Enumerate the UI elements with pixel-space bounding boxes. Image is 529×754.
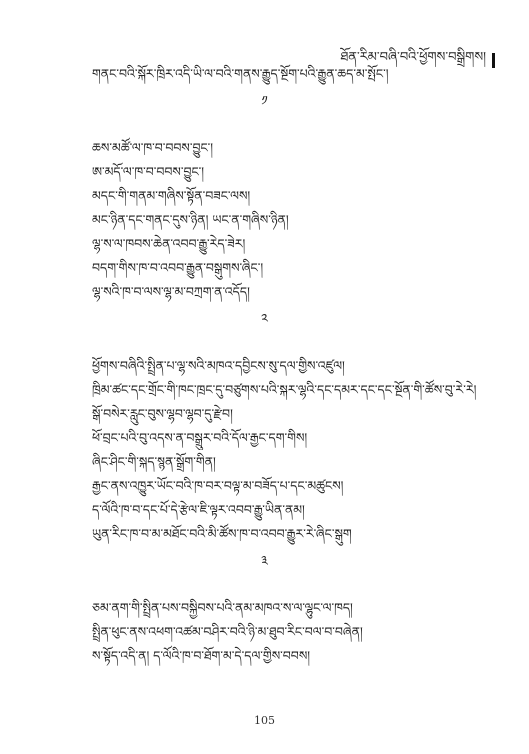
verse-line: མང་ཉིན་དང་གནང་དུས་ཉིན། ཡང་ན་གཞིས་ཉིན། xyxy=(92,212,289,227)
running-header-title: ཐོན་རིམ་བཞི་བའི་ཕྱོགས་བསྒྲིགས། xyxy=(340,50,486,65)
verse-line: ད་ལོའི་ཁ་བ་དང་པོ་དེ་རྩེལ་ཇི་ལྟར་འབབ་རྒྱུ་ཡིན་ནམ། xyxy=(92,502,305,517)
verse-line: ལྷ་སའི་ཁ་བ་ལས་ལྷ་མ་བཀྲག་ན་འདོད། xyxy=(92,284,250,299)
verse-line: ཕོ་བྲང་པའི་བུ་འདས་ན་བསྒྲུར་བའི་དོལ་རྒྱང་དག་གིས། xyxy=(92,430,308,445)
intro-line: གནང་བའི་སྐོར་ཁྲིར་འདི་ཡི་ལ་བའི་གནས་རྒྱུད་སྔོག་པའི་རྒྱུན་ཆད་མ་སྤོང་། xyxy=(92,66,389,81)
verse-line: ས་སྟོད་འདི་ན། ད་ལོའི་ཁ་བ་ཐོག་མ་དེ་དལ་གྱིས་བབས། xyxy=(92,648,311,663)
section-marker-3: ༣ xyxy=(261,554,268,569)
page-body xyxy=(92,62,502,668)
verse-line: ཆས་མཚོ་ལ་ཁ་བ་བབས་བྱུང་། xyxy=(92,140,214,155)
verse-line: སྤྲིན་ཕུང་ནས་འཕག་འཚམ་བཤིར་བའི་ཉི་མ་ཐུབ་རིང་བལ་བ་བཞེན། xyxy=(92,624,363,639)
verse-line: ཨ་མདོ་ལ་ཁ་བ་བབས་བྱུང་། xyxy=(92,164,205,179)
verse-line: མདང་གི་གནམ་གཞིས་སྟོན་བཟང་ལས། xyxy=(92,188,251,203)
section-marker-1: ༡ xyxy=(261,94,268,109)
verse-line: ཡུན་རིང་ཁ་བ་མ་མཐོང་བའི་མི་ཚོས་ཁ་བ་འབབ་རྒྱུར་རེ་ཞིང་སྒུག xyxy=(92,526,352,541)
verse-line: ཁྲིམ་ཚང་དང་གྲོང་གི་ཁང་ཁྲང་དུ་བཙུགས་པའི་སྐར་ལྷའི་དང་དམར་དང་དང་སྔོན་གི་ཚོས་བུ་རེ་རེ། xyxy=(92,382,477,397)
verse-line: ཞིང་ཤིང་གི་སྐད་སྙན་སྒྲོག་གིན། xyxy=(92,454,216,469)
section-marker-2: ༢ xyxy=(261,312,268,327)
verse-line: ཅམ་ནག་གི་སྤྲིན་པས་བསྐྱིབས་པའི་ནམ་མཁའ་ས་ལ་ལྷུང་ལ་ཁད། xyxy=(92,600,353,615)
page-number: 105 xyxy=(254,714,275,727)
verse-line: རྒྱང་ནས་འཁྱུར་ཡོང་བའི་ཁ་བར་བལྟ་མ་བཟོད་པ་དང་མཚུངས། xyxy=(92,478,344,493)
verse-line: སྒོ་བསེར་རླུང་བུས་ལྷབ་ལྷབ་དུ་རྫེབ། xyxy=(92,406,233,421)
verse-line: ལྷ་ས་ལ་ཁབས་ཆེན་འབབ་རྒྱུ་རེད་ཟེར། xyxy=(92,236,246,251)
verse-line: ཕྱོགས་བཞིའི་སྤྲིན་པ་ལྷ་སའི་མཁའ་དབྱིངས་སུ་དལ་གྱིས་འཛུལ། xyxy=(92,358,345,373)
verse-line: བདག་གིས་ཁ་བ་འབབ་རྒྱུན་བསྒུགས་ཞིང་། xyxy=(92,260,264,275)
